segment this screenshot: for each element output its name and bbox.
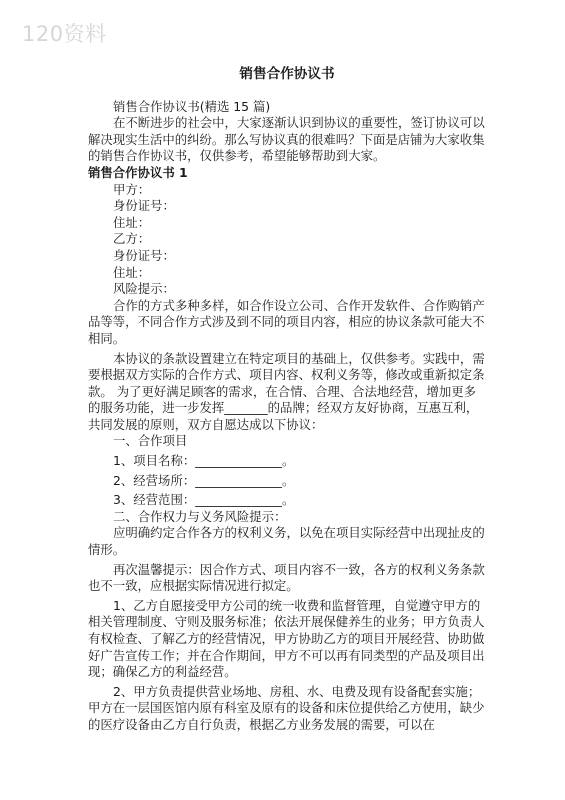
party-fields: [88, 182, 486, 298]
field-party-a: 甲方：: [113, 181, 151, 197]
field-id-a: 身份证号：: [113, 198, 175, 214]
document-subtitle: 销售合作协议书(精选 15 篇): [113, 98, 271, 114]
clause-2-paragraph: 2、甲方负责提供营业场地、房租、水、电费及现有设备配套实施；甲方在一层国医馆内原有科室及原有的设备和床位提供给乙方使用，缺少的医疗设备由乙方自行负责，根据乙方业务发展的需要，可以在: [88, 683, 485, 732]
document-title: 销售合作协议书: [239, 66, 335, 82]
list-item: 3、经营范围：______________。: [113, 492, 295, 508]
terms-paragraph: 本协议的条款设置建立在特定项目的基础上，仅供参考。实践中，需要根据双方实际的合作方式、项目内容、权利义务等，修改或重新拟定条款。 为了更好满足顾客的需求，在合情、合理、合法地经营，增加更多的服务功能，进一步发挥_______的品牌；经双方友好协商，互惠互利，共同发展的原则，双方自愿达成以下协议：: [88, 350, 485, 432]
item-cooperation-project: 一、合作项目: [113, 433, 188, 449]
clause-1-paragraph: 1、乙方自愿接受甲方公司的统一收费和监督管理，自觉遵守甲方的相关管理制度、守则及服务标准；依法开展保健养生的业务；甲方负责人有权检查、了解乙方的经营情况，甲方协助乙方的项目开展经营、协助做好广告宣传工作；并在合作期间，甲方不可以再有同类型的产品及项目出现；确保乙方的利益经营。: [88, 597, 485, 680]
list-item: 1、项目名称：______________。: [113, 453, 295, 469]
section-heading: 销售合作协议书 1: [88, 164, 188, 180]
intro-paragraph: 在不断进步的社会中，大家逐渐认识到协议的重要性，签订协议可以解决现实生活中的纠纷。那么写协议真的很难吗？下面是店铺为大家收集的销售合作协议书，仅供参考，希望能够帮助到大家。: [88, 115, 485, 164]
reminder-paragraph: 再次温馨提示：因合作方式、项目内容不一致，各方的权利义务条款也不一致，应根据实际情况进行拟定。: [88, 561, 485, 594]
field-id-b: 身份证号：: [113, 247, 175, 263]
document-body: [88, 66, 486, 734]
list-item: 2、经营场所：______________。: [113, 472, 295, 488]
field-risk-notice: 风险提示：: [113, 281, 175, 297]
field-address-b: 住址：: [113, 264, 151, 280]
field-party-b: 乙方：: [113, 231, 151, 247]
risk-paragraph: 合作的方式多种多样，如合作设立公司、合作开发软件、合作购销产品等等，不同合作方式涉及到不同的项目内容，相应的协议条款可能大不相同。: [88, 297, 485, 346]
clarify-paragraph: 应明确约定合作各方的权利义务，以免在项目实际经营中出现扯皮的情形。: [88, 525, 485, 558]
watermark-logo: 120资料: [22, 22, 107, 46]
item-rights-obligations: 二、合作权力与义务风险提示：: [113, 508, 287, 524]
field-address-a: 住址：: [113, 214, 151, 230]
